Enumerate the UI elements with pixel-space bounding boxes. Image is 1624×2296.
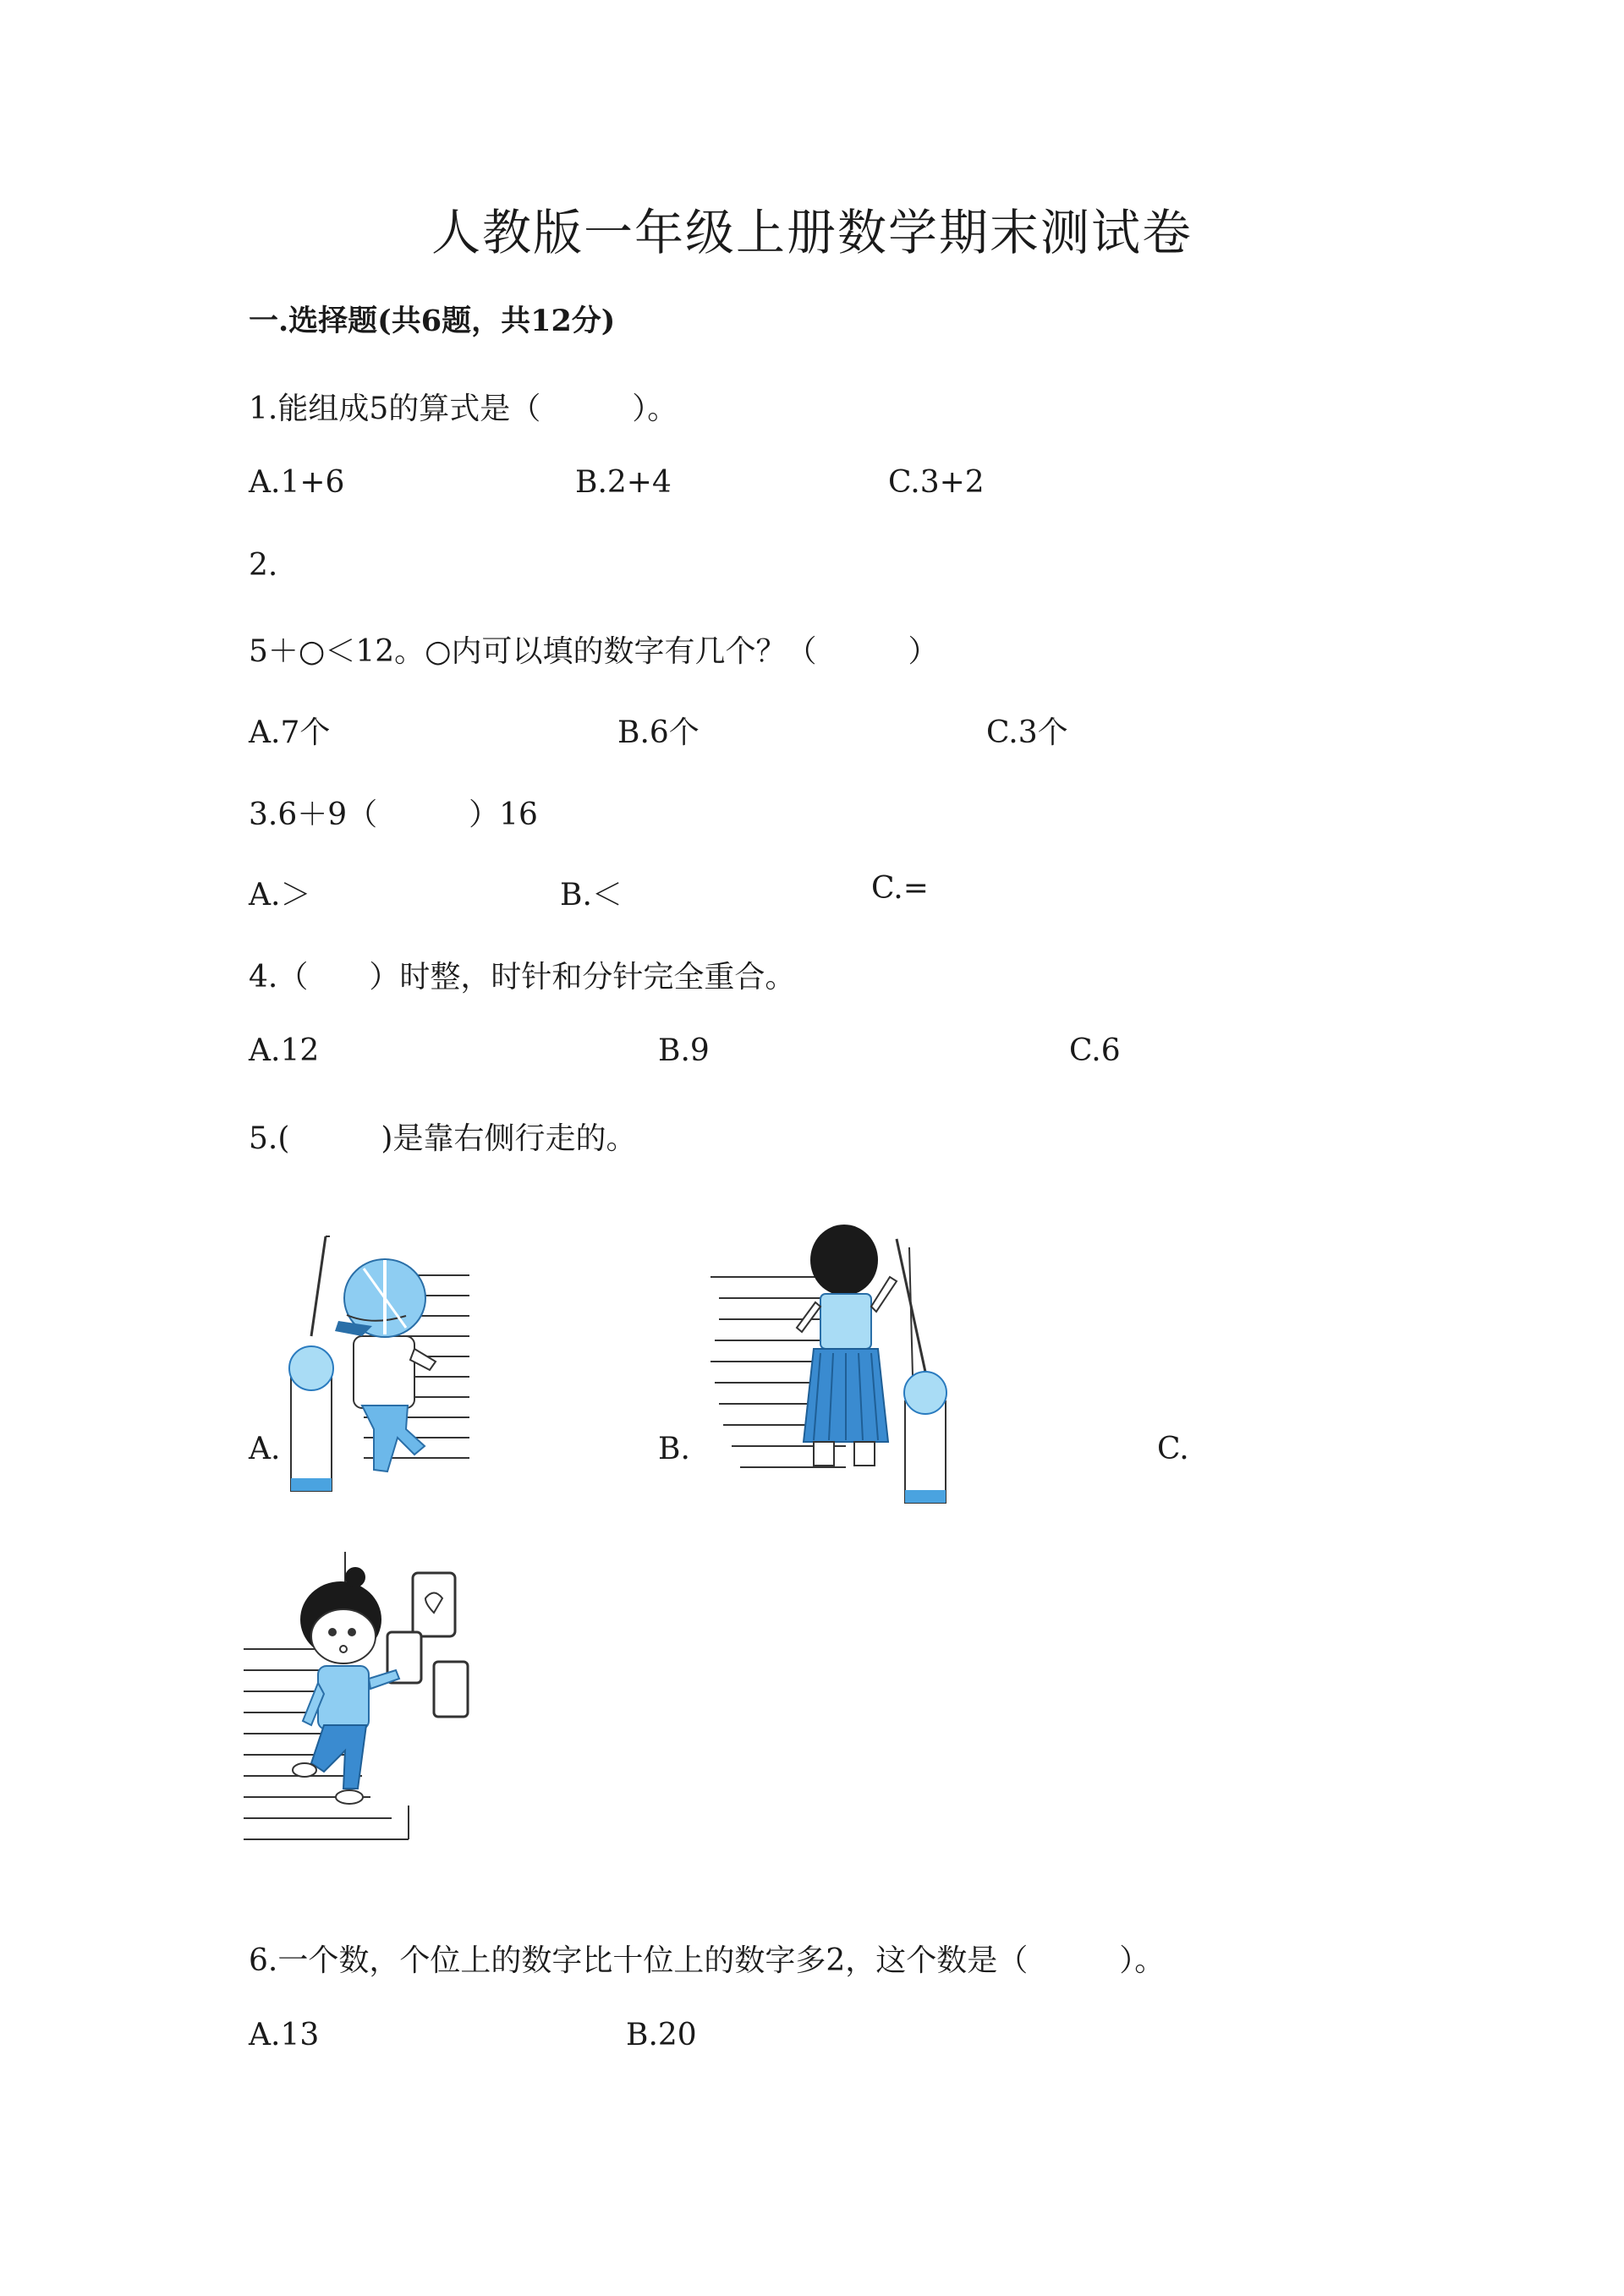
question-3-stem: 3.6＋9（ ）16 bbox=[249, 797, 538, 832]
question-2-stem: 5＋○＜12。○内可以填的数字有几个？（ ） bbox=[249, 634, 939, 669]
question-4-option-c[interactable]: C.6 bbox=[1069, 1033, 1121, 1068]
question-5-option-c[interactable]: C. bbox=[1157, 1432, 1189, 1466]
girl-skirt-climbing-stairs-icon bbox=[702, 1214, 956, 1510]
question-4-stem: 4.（ ）时整，时针和分针完全重合。 bbox=[249, 960, 796, 995]
question-5-option-b[interactable]: B. bbox=[658, 1432, 690, 1466]
question-1-stem: 1.能组成5的算式是（ ）。 bbox=[249, 392, 678, 426]
question-2-number: 2. bbox=[249, 548, 278, 583]
question-5-option-a[interactable]: A. bbox=[249, 1432, 281, 1466]
question-5-stem: 5.( )是靠右侧行走的。 bbox=[249, 1121, 637, 1156]
question-1-option-b[interactable]: B.2+4 bbox=[575, 465, 672, 500]
question-1-option-a[interactable]: A.1+6 bbox=[249, 465, 345, 500]
boy-cap-climbing-stairs-icon bbox=[279, 1226, 482, 1505]
question-3-option-a[interactable]: A.＞ bbox=[249, 878, 311, 912]
question-6-stem: 6.一个数，个位上的数字比十位上的数字多2，这个数是（ ）。 bbox=[249, 1943, 1166, 1978]
question-4-option-a[interactable]: A.12 bbox=[249, 1033, 320, 1068]
question-2-option-b[interactable]: B.6个 bbox=[617, 715, 700, 750]
question-6-option-b[interactable]: B.20 bbox=[626, 2018, 697, 2052]
question-4-option-b[interactable]: B.9 bbox=[658, 1033, 710, 1068]
section-heading: 一.选择题(共6题，共12分) bbox=[249, 304, 616, 338]
question-1-option-c[interactable]: C.3+2 bbox=[888, 465, 985, 500]
question-6-option-a[interactable]: A.13 bbox=[249, 2018, 320, 2052]
question-3-option-b[interactable]: B.＜ bbox=[560, 878, 623, 912]
question-3-option-c[interactable]: C.= bbox=[871, 871, 929, 906]
boy-walking-down-stairs-icon bbox=[244, 1552, 489, 1856]
question-2-option-c[interactable]: C.3个 bbox=[986, 715, 1068, 750]
page-title: 人教版一年级上册数学期末测试卷 bbox=[431, 204, 1193, 261]
question-2-option-a[interactable]: A.7个 bbox=[249, 715, 331, 750]
